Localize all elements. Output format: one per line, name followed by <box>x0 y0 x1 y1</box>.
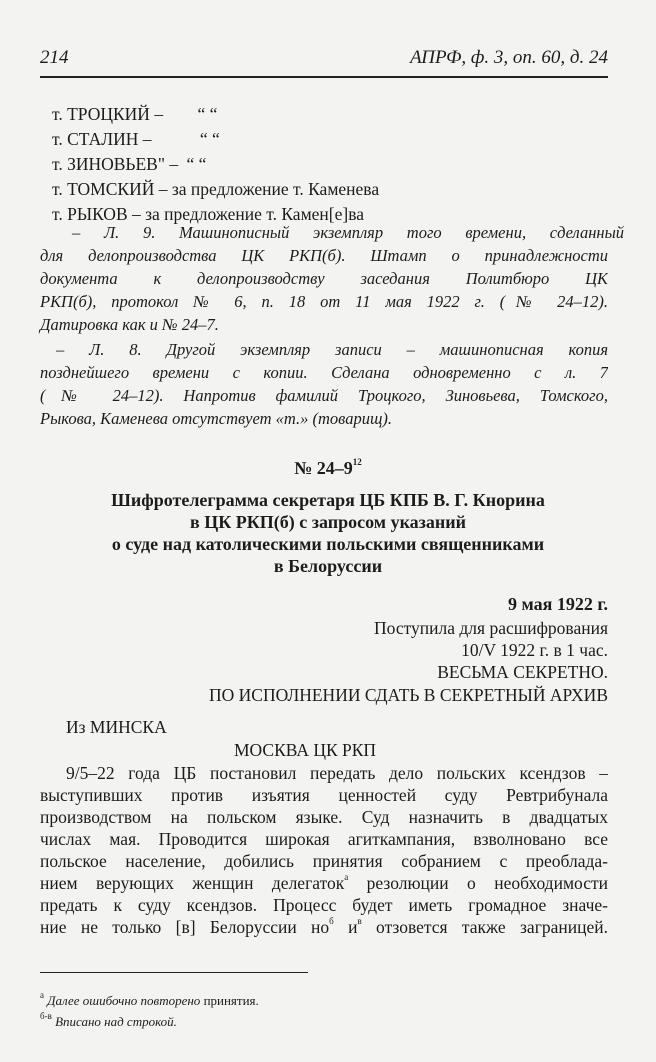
note-line: документа к делопроизводству заседания Политбюро ЦК <box>40 269 608 288</box>
body-line: выступивших против изъятия ценностей суду Ревтрибунала <box>40 785 608 805</box>
received-time: 10/V 1922 г. в 1 час. <box>461 640 608 660</box>
archive-instruction: ПО ИСПОЛНЕНИИ СДАТЬ В СЕКРЕТНЫЙ АРХИВ <box>209 685 608 705</box>
footnote: $^а$ Далее ошибочно повторено принятия. <box>40 990 259 1008</box>
body-line: производством на польском языке. Суд назначить в двадцатых <box>40 807 608 827</box>
note-line: Датировка как и № 24–7. <box>40 315 219 334</box>
note-line: – Л. 8. Другой экземпляр записи – машинописная копия <box>56 340 608 359</box>
body-line: числах мая. Проводится широкая агиткампания, взволновано все <box>40 829 608 849</box>
note-line: Рыкова, Каменева отсутствует «т.» (товарищ). <box>40 409 393 428</box>
note-line: РКП(б), протокол № 6, п. 18 от 11 мая 1922 г. (№ 24–12). <box>40 292 608 311</box>
title-line: Шифротелеграмма секретаря ЦБ КПБ В. Г. Кнорина <box>111 490 545 510</box>
body-line: ние не только [в] Белоруссии $но^б$ $и^в$ отзовется также заграницей. <box>40 916 608 937</box>
page-number: 214 <box>40 47 69 68</box>
note-line: – Л. 9. Машинописный экземпляр того времени, сделанный <box>72 223 624 242</box>
body-line: предать к суду ксендзов. Процесс будет иметь громадное значе- <box>40 895 608 915</box>
body-line: 9/5–22 года ЦБ постановил передать дело польских ксендзов – <box>66 763 608 783</box>
body-line: нием верующих женщин делегаток$^а$ резолюции о необходимости <box>40 872 608 893</box>
sender: Из МИНСКА <box>66 717 167 737</box>
title-line: в ЦК РКП(б) с запросом указаний <box>189 512 467 532</box>
secrecy-mark: ВЕСЬМА СЕКРЕТНО. <box>437 662 608 682</box>
header-rule <box>40 76 608 78</box>
title-line: о суде над католическими польскими священниками <box>111 534 545 554</box>
running-header <box>40 47 608 71</box>
footnote-rule <box>40 972 308 973</box>
document-date: 9 мая 1922 г. <box>507 594 608 614</box>
vote-item: т. ЗИНОВЬЕВ" – “ “ <box>52 154 207 174</box>
vote-item: т. СТАЛИН – “ “ <box>52 129 220 149</box>
document-number: № $24-9^{12}$ <box>294 457 362 478</box>
note-line: (№ 24–12). Напротив фамилий Троцкого, Зиновьева, Томского, <box>40 386 608 405</box>
note-line: позднейшего времени с копии. Сделана одновременно с л. 7 <box>40 363 608 382</box>
archive-reference: АПРФ, ф. 3, оп. 60, д. 24 <box>410 47 608 68</box>
vote-item: т. ТОМСКИЙ – за предложение т. Каменева <box>52 179 380 199</box>
vote-item: т. РЫКОВ – за предложение т. Камен[е]ва <box>52 204 365 224</box>
received-line: Поступила для расшифрования <box>374 618 608 638</box>
vote-item: т. ТРОЦКИЙ – “ “ <box>52 104 218 124</box>
title-line: в Белоруссии <box>273 556 383 576</box>
footnote: $^{б-в}$ Вписано над строкой. <box>40 1011 177 1029</box>
note-line: для делопроизводства ЦК РКП(б). Штамп о принадлежности <box>40 246 608 265</box>
recipient: МОСКВА ЦК РКП <box>234 740 377 760</box>
body-line: польское население, добились принятия собранием с преоблада- <box>40 851 608 871</box>
